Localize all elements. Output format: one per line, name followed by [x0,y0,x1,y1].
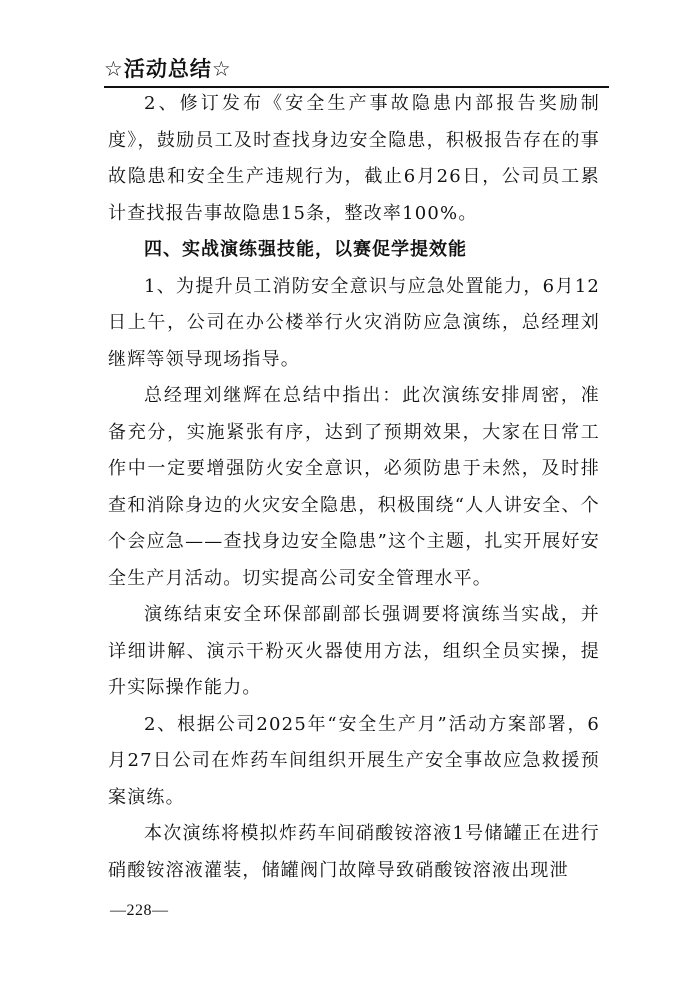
paragraph: 2、根据公司2025年“安全生产月”活动方案部署，6月27日公司在炸药车间组织开展生产安全事故应急救援预案演练。 [108,713,600,808]
paragraph: 本次演练将模拟炸药车间硝酸铵溶液1号储罐正在进行硝酸铵溶液灌装，储罐阀门故障导致硝酸铵溶液出现泄 [108,823,600,881]
section-heading: 四、实战演练强技能，以赛促学提效能 [144,239,467,260]
paragraph: 演练结束安全环保部副部长强调要将演练当实战，并详细讲解、演示干粉灭火器使用方法，组织全员实操，提升实际操作能力。 [108,604,600,698]
paragraph: 2、修订发布《安全生产事故隐患内部报告奖励制度》，鼓励员工及时查找身边安全隐患，积极报告存在的事故隐患和安全生产违规行为，截止6月26日，公司员工累计查找报告事故隐患15条，整改率100%。 [108,93,600,224]
paragraph: 1、为提升员工消防安全意识与应急处置能力，6月12日上午，公司在办公楼举行火灾消防应急演练，总经理刘继辉等领导现场指导。 [108,275,600,370]
page-header [104,56,609,88]
header-title: ☆活动总结☆ [104,57,232,81]
paragraph: 总经理刘继辉在总结中指出：此次演练安排周密，准备充分，实施紧张有序，达到了预期效果，大家在日常工作中一定要增强防火安全意识，必须防患于未然，及时排查和消除身边的火灾安全隐患，积极围绕“人人讲安全、个个会应急——查找身边安全隐患”这个主题，扎实开展好安全生产月活动。切实提高公司安全管理水平。 [108,385,600,589]
page-number: —228— [110,902,169,919]
document-body [108,86,600,889]
